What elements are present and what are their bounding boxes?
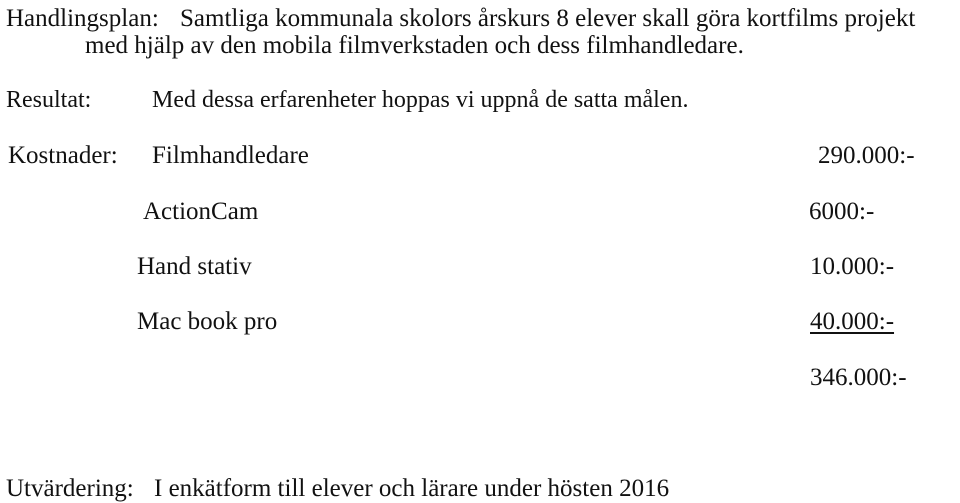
cost-total: 346.000:-: [810, 364, 907, 391]
result-text: Med dessa erfarenheter hoppas vi uppnå de satta målen.: [152, 87, 689, 113]
cost-item-name: Mac book pro: [137, 308, 278, 335]
plan-text-line2: med hjälp av den mobila filmverkstaden och dess filmhandledare.: [85, 32, 744, 59]
cost-item-amount: 40.000:-: [810, 308, 895, 335]
cost-item-amount: 6000:-: [809, 198, 875, 225]
cost-item-amount: 10.000:-: [810, 253, 895, 280]
cost-item-name: ActionCam: [143, 198, 259, 225]
cost-item-amount: 290.000:-: [818, 142, 915, 169]
costs-label: Kostnader:: [8, 142, 118, 169]
cost-item-name: Filmhandledare: [152, 142, 309, 169]
evaluation-text: I enkätform till elever och lärare under hösten 2016: [154, 475, 670, 502]
plan-text-line1: Samtliga kommunala skolors årskurs 8 elever skall göra kortfilms projekt: [180, 5, 916, 32]
result-label: Resultat:: [6, 87, 92, 113]
evaluation-label: Utvärdering:: [6, 475, 134, 502]
plan-label: Handlingsplan:: [6, 5, 159, 32]
cost-item-name: Hand stativ: [137, 253, 252, 280]
